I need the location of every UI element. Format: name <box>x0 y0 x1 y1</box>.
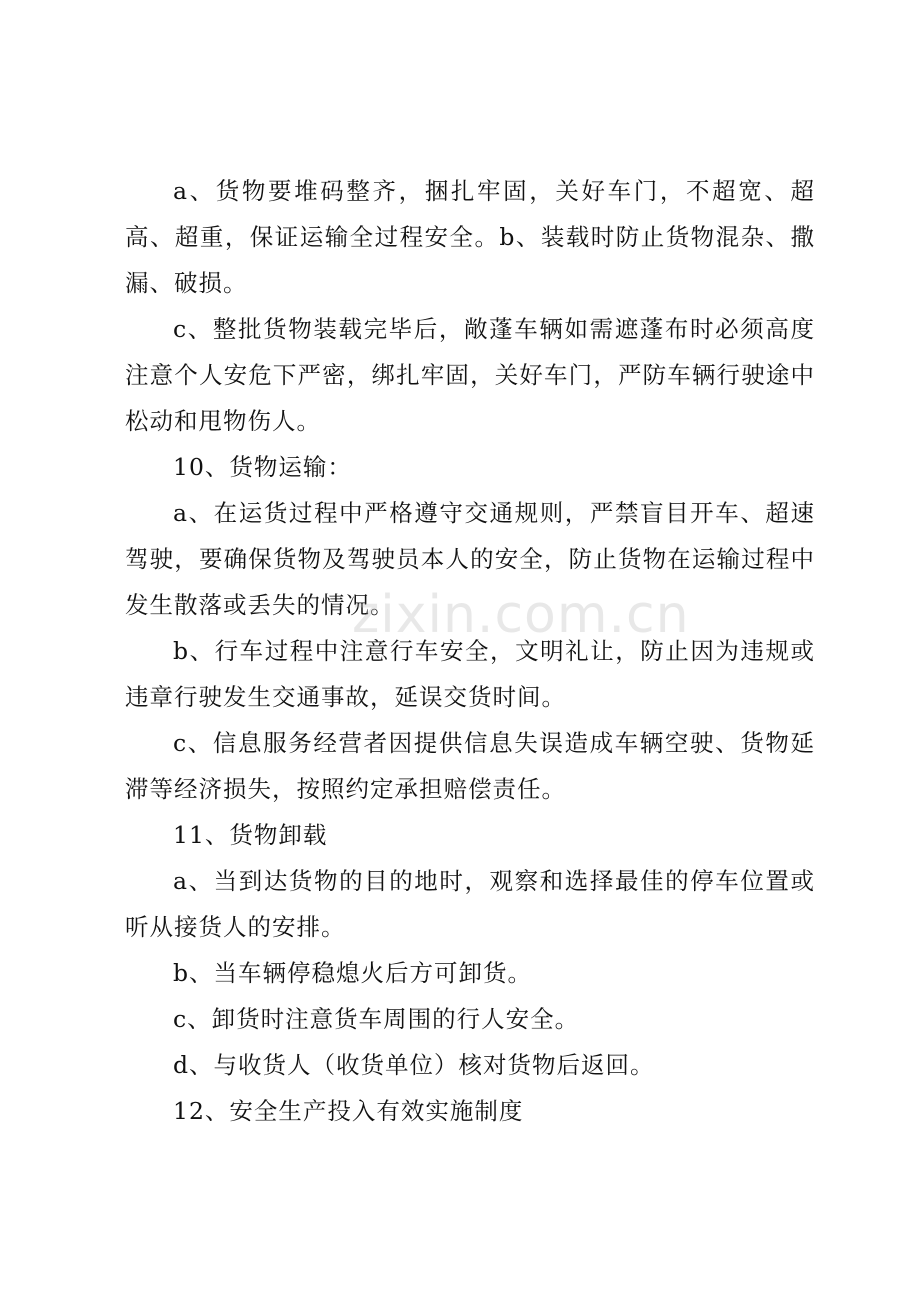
paragraph-covering-rules: c、整批货物装载完毕后，敞蓬车辆如需遮蓬布时必须高度注意个人安危下严密，绑扎牢固，关好车门，严防车辆行驶途中松动和甩物伤人。 <box>125 315 815 435</box>
heading-cargo-unloading: 11、货物卸载 <box>173 821 328 849</box>
heading-cargo-transport: 10、货物运输： <box>173 453 352 481</box>
watermark-text: zixin.com.cn <box>352 585 690 645</box>
paragraph-pedestrian-safety: c、卸货时注意货车周围的行人安全。 <box>173 1005 580 1033</box>
paragraph-compensation: c、信息服务经营者因提供信息失误造成车辆空驶、货物延滞等经济损失，按照约定承担赔偿责任。 <box>125 729 815 803</box>
paragraph-parking-position: a、当到达货物的目的地时，观察和选择最佳的停车位置或听从接货人的安排。 <box>125 867 815 941</box>
paragraph-loading-rules: a、货物要堆码整齐，捆扎牢固，关好车门，不超宽、超高、超重，保证运输全过程安全。b、装载时防止货物混杂、撒漏、破损。 <box>125 177 815 297</box>
paragraph-engine-off: b、当车辆停稳熄火后方可卸货。 <box>173 959 533 987</box>
document-body <box>125 168 815 1134</box>
paragraph-verify-goods: d、与收货人（收货单位）核对货物后返回。 <box>173 1051 655 1079</box>
paragraph-traffic-rules: a、在运货过程中严格遵守交通规则，严禁盲目开车、超速驾驶，要确保货物及驾驶员本人的安全，防止货物在运输过程中发生散落或丢失的情况。 <box>125 499 815 619</box>
paragraph-driving-safety: b、行车过程中注意行车安全，文明礼让，防止因为违规或违章行驶发生交通事故，延误交货时间。 <box>125 637 815 711</box>
heading-safety-investment: 12、安全生产投入有效实施制度 <box>173 1097 524 1125</box>
